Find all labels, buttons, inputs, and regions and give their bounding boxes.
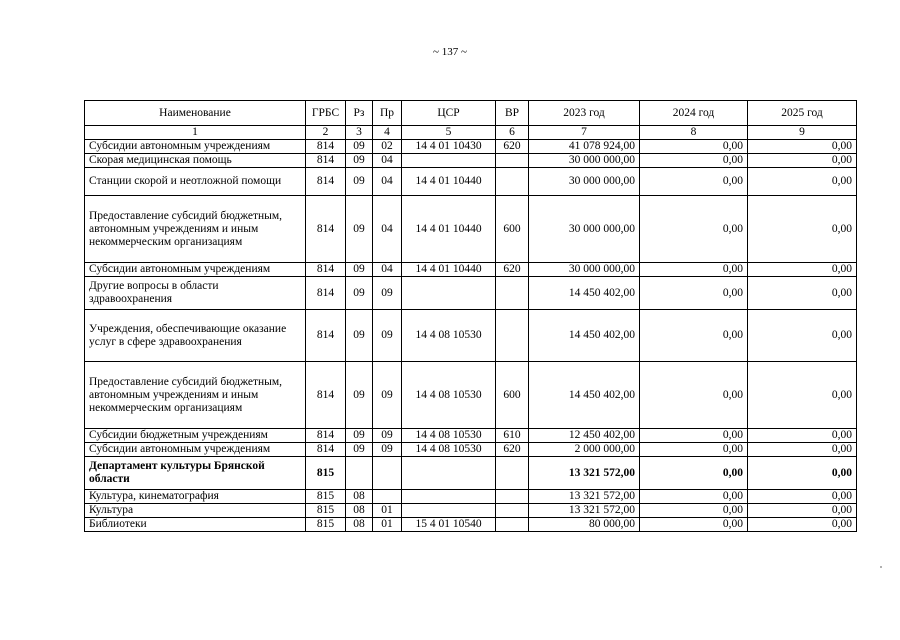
table-row (85, 429, 857, 443)
cell-name: Департамент культуры Брянской области (85, 457, 306, 490)
table-row (85, 196, 857, 263)
cell-pr: 04 (373, 196, 402, 263)
cell-csr: 14 4 08 10530 (402, 429, 496, 443)
cell-name: Предоставление субсидий бюджетным, автономным учреждениям и иным некоммерческим организациям (85, 362, 306, 429)
cell-csr: 14 4 08 10530 (402, 443, 496, 457)
header-vr: ВР (496, 101, 529, 126)
cell-2025: 0,00 (748, 310, 857, 362)
cell-grbs: 815 (306, 490, 346, 504)
cell-2023: 30 000 000,00 (529, 154, 640, 168)
header-csr: ЦСР (402, 101, 496, 126)
table-row (85, 263, 857, 277)
table-row (85, 168, 857, 196)
header-name: Наименование (85, 101, 306, 126)
cell-grbs: 814 (306, 140, 346, 154)
header-grbs: ГРБС (306, 101, 346, 126)
column-index: 1 (85, 126, 306, 140)
cell-csr: 14 4 08 10530 (402, 310, 496, 362)
cell-vr (496, 457, 529, 490)
cell-2024: 0,00 (640, 277, 748, 310)
cell-csr: 15 4 01 10540 (402, 518, 496, 532)
table-row (85, 490, 857, 504)
cell-vr (496, 277, 529, 310)
cell-pr (373, 457, 402, 490)
budget-table (84, 100, 857, 532)
cell-2023: 13 321 572,00 (529, 490, 640, 504)
cell-rz: 09 (346, 263, 373, 277)
cell-vr: 600 (496, 362, 529, 429)
cell-grbs: 815 (306, 504, 346, 518)
cell-csr: 14 4 01 10440 (402, 168, 496, 196)
table-row (85, 277, 857, 310)
cell-rz: 09 (346, 140, 373, 154)
cell-name: Предоставление субсидий бюджетным, автономным учреждениям и иным некоммерческим организациям (85, 196, 306, 263)
cell-name: Субсидии автономным учреждениям (85, 140, 306, 154)
cell-2023: 41 078 924,00 (529, 140, 640, 154)
cell-2024: 0,00 (640, 443, 748, 457)
cell-grbs: 814 (306, 263, 346, 277)
cell-vr (496, 518, 529, 532)
column-index: 2 (306, 126, 346, 140)
cell-2024: 0,00 (640, 429, 748, 443)
cell-2025: 0,00 (748, 277, 857, 310)
table-row (85, 504, 857, 518)
column-index: 5 (402, 126, 496, 140)
cell-2024: 0,00 (640, 490, 748, 504)
cell-2023: 30 000 000,00 (529, 196, 640, 263)
cell-name: Станции скорой и неотложной помощи (85, 168, 306, 196)
cell-grbs: 815 (306, 518, 346, 532)
cell-2025: 0,00 (748, 429, 857, 443)
cell-2025: 0,00 (748, 443, 857, 457)
cell-rz: 08 (346, 518, 373, 532)
cell-name: Учреждения, обеспечивающие оказание услуг в сфере здравоохранения (85, 310, 306, 362)
cell-vr: 600 (496, 196, 529, 263)
cell-name: Субсидии автономным учреждениям (85, 263, 306, 277)
cell-csr: 14 4 01 10440 (402, 263, 496, 277)
cell-csr (402, 277, 496, 310)
cell-pr: 04 (373, 154, 402, 168)
header-rz: Рз (346, 101, 373, 126)
cell-2023: 13 321 572,00 (529, 457, 640, 490)
cell-pr: 09 (373, 443, 402, 457)
cell-rz (346, 457, 373, 490)
page-number: ~ 137 ~ (433, 46, 467, 58)
cell-vr: 620 (496, 140, 529, 154)
column-index: 6 (496, 126, 529, 140)
cell-rz: 08 (346, 490, 373, 504)
table-row (85, 154, 857, 168)
cell-csr: 14 4 01 10440 (402, 196, 496, 263)
cell-grbs: 814 (306, 310, 346, 362)
cell-pr: 04 (373, 168, 402, 196)
cell-grbs: 814 (306, 429, 346, 443)
cell-2024: 0,00 (640, 196, 748, 263)
cell-vr: 620 (496, 443, 529, 457)
cell-pr: 09 (373, 277, 402, 310)
cell-2023: 2 000 000,00 (529, 443, 640, 457)
column-index-row (85, 126, 857, 140)
cell-pr (373, 490, 402, 504)
cell-2024: 0,00 (640, 457, 748, 490)
cell-2024: 0,00 (640, 310, 748, 362)
cell-pr: 04 (373, 263, 402, 277)
column-index: 4 (373, 126, 402, 140)
cell-grbs: 815 (306, 457, 346, 490)
cell-rz: 08 (346, 504, 373, 518)
column-index: 7 (529, 126, 640, 140)
cell-2025: 0,00 (748, 518, 857, 532)
table-row (85, 140, 857, 154)
cell-rz: 09 (346, 277, 373, 310)
cell-2025: 0,00 (748, 457, 857, 490)
cell-name: Культура, кинематография (85, 490, 306, 504)
cell-csr (402, 490, 496, 504)
cell-vr: 610 (496, 429, 529, 443)
column-index: 3 (346, 126, 373, 140)
cell-2024: 0,00 (640, 518, 748, 532)
cell-csr (402, 457, 496, 490)
cell-csr: 14 4 01 10430 (402, 140, 496, 154)
cell-2024: 0,00 (640, 168, 748, 196)
header-pr: Пр (373, 101, 402, 126)
cell-2023: 14 450 402,00 (529, 277, 640, 310)
cell-rz: 09 (346, 196, 373, 263)
cell-2024: 0,00 (640, 362, 748, 429)
cell-vr (496, 504, 529, 518)
cell-2025: 0,00 (748, 140, 857, 154)
cell-2023: 13 321 572,00 (529, 504, 640, 518)
cell-grbs: 814 (306, 362, 346, 429)
cell-rz: 09 (346, 362, 373, 429)
cell-csr (402, 154, 496, 168)
table-row (85, 362, 857, 429)
cell-2023: 14 450 402,00 (529, 310, 640, 362)
cell-rz: 09 (346, 429, 373, 443)
cell-vr (496, 168, 529, 196)
cell-pr: 09 (373, 310, 402, 362)
cell-name: Субсидии бюджетным учреждениям (85, 429, 306, 443)
cell-grbs: 814 (306, 196, 346, 263)
cell-pr: 01 (373, 518, 402, 532)
cell-rz: 09 (346, 310, 373, 362)
cell-pr: 02 (373, 140, 402, 154)
cell-name: Культура (85, 504, 306, 518)
cell-2025: 0,00 (748, 154, 857, 168)
cell-name: Другие вопросы в области здравоохранения (85, 277, 306, 310)
scan-speck (880, 566, 882, 568)
cell-grbs: 814 (306, 277, 346, 310)
cell-csr: 14 4 08 10530 (402, 362, 496, 429)
cell-2024: 0,00 (640, 504, 748, 518)
cell-vr (496, 154, 529, 168)
cell-rz: 09 (346, 443, 373, 457)
cell-rz: 09 (346, 154, 373, 168)
header-2023: 2023 год (529, 101, 640, 126)
cell-csr (402, 504, 496, 518)
cell-grbs: 814 (306, 154, 346, 168)
table-row (85, 518, 857, 532)
cell-2025: 0,00 (748, 490, 857, 504)
cell-name: Скорая медицинская помощь (85, 154, 306, 168)
cell-grbs: 814 (306, 168, 346, 196)
cell-2023: 80 000,00 (529, 518, 640, 532)
cell-2025: 0,00 (748, 168, 857, 196)
cell-2024: 0,00 (640, 263, 748, 277)
cell-2025: 0,00 (748, 263, 857, 277)
cell-vr (496, 490, 529, 504)
cell-2024: 0,00 (640, 154, 748, 168)
cell-2024: 0,00 (640, 140, 748, 154)
cell-grbs: 814 (306, 443, 346, 457)
header-2025: 2025 год (748, 101, 857, 126)
table-row (85, 457, 857, 490)
cell-vr (496, 310, 529, 362)
table-header-row (85, 101, 857, 126)
cell-name: Субсидии автономным учреждениям (85, 443, 306, 457)
header-2024: 2024 год (640, 101, 748, 126)
cell-vr: 620 (496, 263, 529, 277)
cell-pr: 09 (373, 429, 402, 443)
cell-rz: 09 (346, 168, 373, 196)
cell-2025: 0,00 (748, 362, 857, 429)
cell-pr: 01 (373, 504, 402, 518)
cell-2025: 0,00 (748, 196, 857, 263)
cell-2023: 30 000 000,00 (529, 168, 640, 196)
column-index: 9 (748, 126, 857, 140)
cell-2023: 30 000 000,00 (529, 263, 640, 277)
table-row (85, 443, 857, 457)
cell-2025: 0,00 (748, 504, 857, 518)
cell-2023: 14 450 402,00 (529, 362, 640, 429)
column-index: 8 (640, 126, 748, 140)
cell-name: Библиотеки (85, 518, 306, 532)
cell-2023: 12 450 402,00 (529, 429, 640, 443)
table-row (85, 310, 857, 362)
cell-pr: 09 (373, 362, 402, 429)
